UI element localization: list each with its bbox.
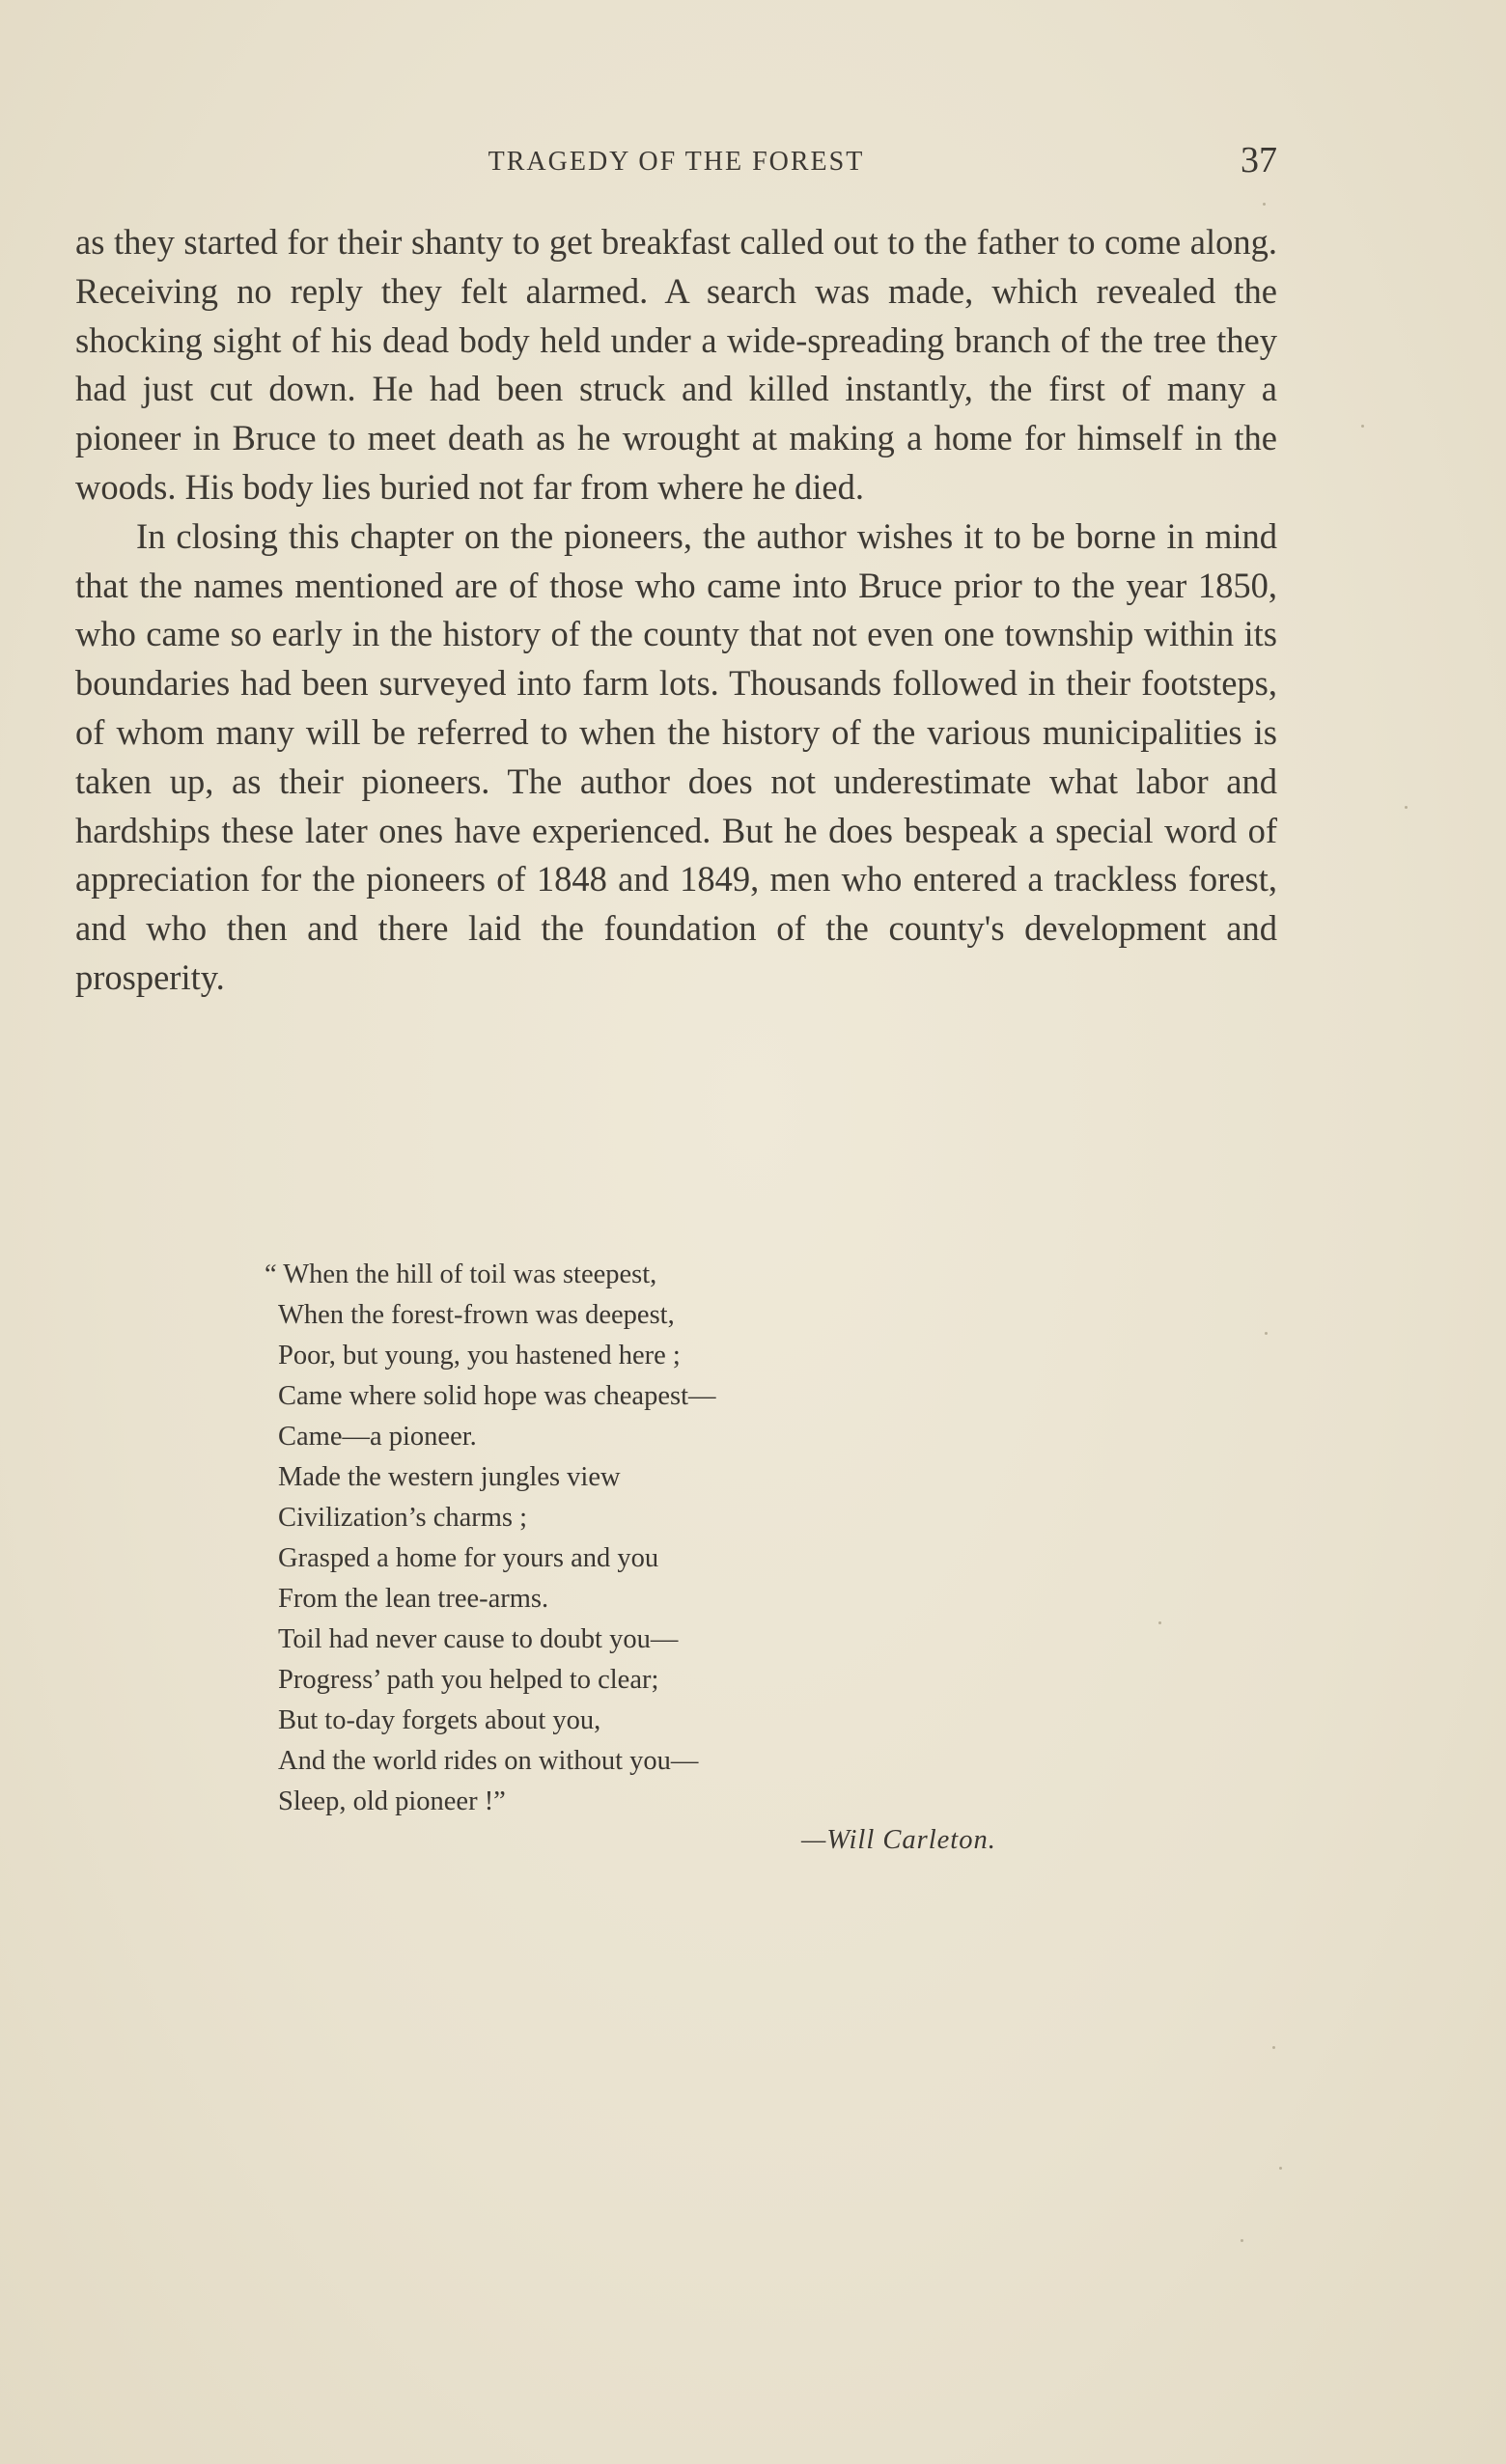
poem-line: And the world rides on without you— [278, 1746, 699, 1776]
poem-line: “ When the hill of toil was steepest, [265, 1260, 657, 1289]
poem-line: Grasped a home for yours and you [278, 1543, 659, 1573]
poem-line: Came—a pioneer. [278, 1422, 477, 1452]
paper-speck [1272, 2046, 1275, 2049]
poem-line: Poor, but young, you hastened here ; [278, 1341, 681, 1370]
poem-line: Sleep, old pioneer !” [278, 1786, 506, 1816]
paragraph-1: as they started for their shanty to get breakfast called out to the father to come along. Receiving no reply they felt alarmed. A search was made, which revealed the shocking sight of his dead body held under a wide-spreading branch of the tree they had just cut down. He had been struck and killed instantly, the first of many a pioneer in Bruce to meet death as he wrought at making a home for himself in the woods. His body lies buried not far from where he died. [75, 222, 1277, 507]
paper-speck [1405, 806, 1408, 809]
poem-attribution: —Will Carleton. [801, 1825, 996, 1855]
page-header [75, 140, 1277, 189]
poem-line: From the lean tree-arms. [278, 1584, 549, 1614]
paper-speck [1263, 203, 1266, 206]
page-number: 37 [1241, 140, 1277, 180]
poem-line: Civilization’s charms ; [278, 1503, 528, 1533]
paper-speck [1241, 2239, 1243, 2242]
paper-speck [1279, 2167, 1282, 2170]
paper-speck [1158, 1621, 1161, 1624]
paper-speck [1361, 425, 1364, 428]
paper-speck [1265, 1332, 1268, 1335]
poem-line: Toil had never cause to doubt you— [278, 1624, 679, 1654]
poem [265, 1255, 973, 1822]
poem-line: When the forest-frown was deepest, [278, 1300, 675, 1330]
paragraph-2: In closing this chapter on the pioneers, the author wishes it to be borne in mind that the names mentioned are of those who came into Bruce prior to the year 1850, who came so early in the history of the county that not even one township within its boundaries had been surveyed into farm lots. Thousands followed in their footsteps, of whom many will be referred to when the history of the various municipalities is taken up, as their pioneers. The author does not underestimate what labor and hardships these later ones have experienced. But he does bespeak a special word of appreciation for the pioneers of 1848 and 1849, men who entered a trackless forest, and who then and there laid the foundation of the county's development and prosperity. [75, 515, 1277, 997]
running-head: TRAGEDY OF THE FOREST [488, 147, 865, 177]
body-text [75, 218, 1277, 1003]
poem-line: Progress’ path you helped to clear; [278, 1665, 659, 1695]
poem-line: Came where solid hope was cheapest— [278, 1381, 716, 1411]
poem-line: Made the western jungles view [278, 1462, 621, 1492]
poem-line: But to-day forgets about you, [278, 1705, 601, 1735]
